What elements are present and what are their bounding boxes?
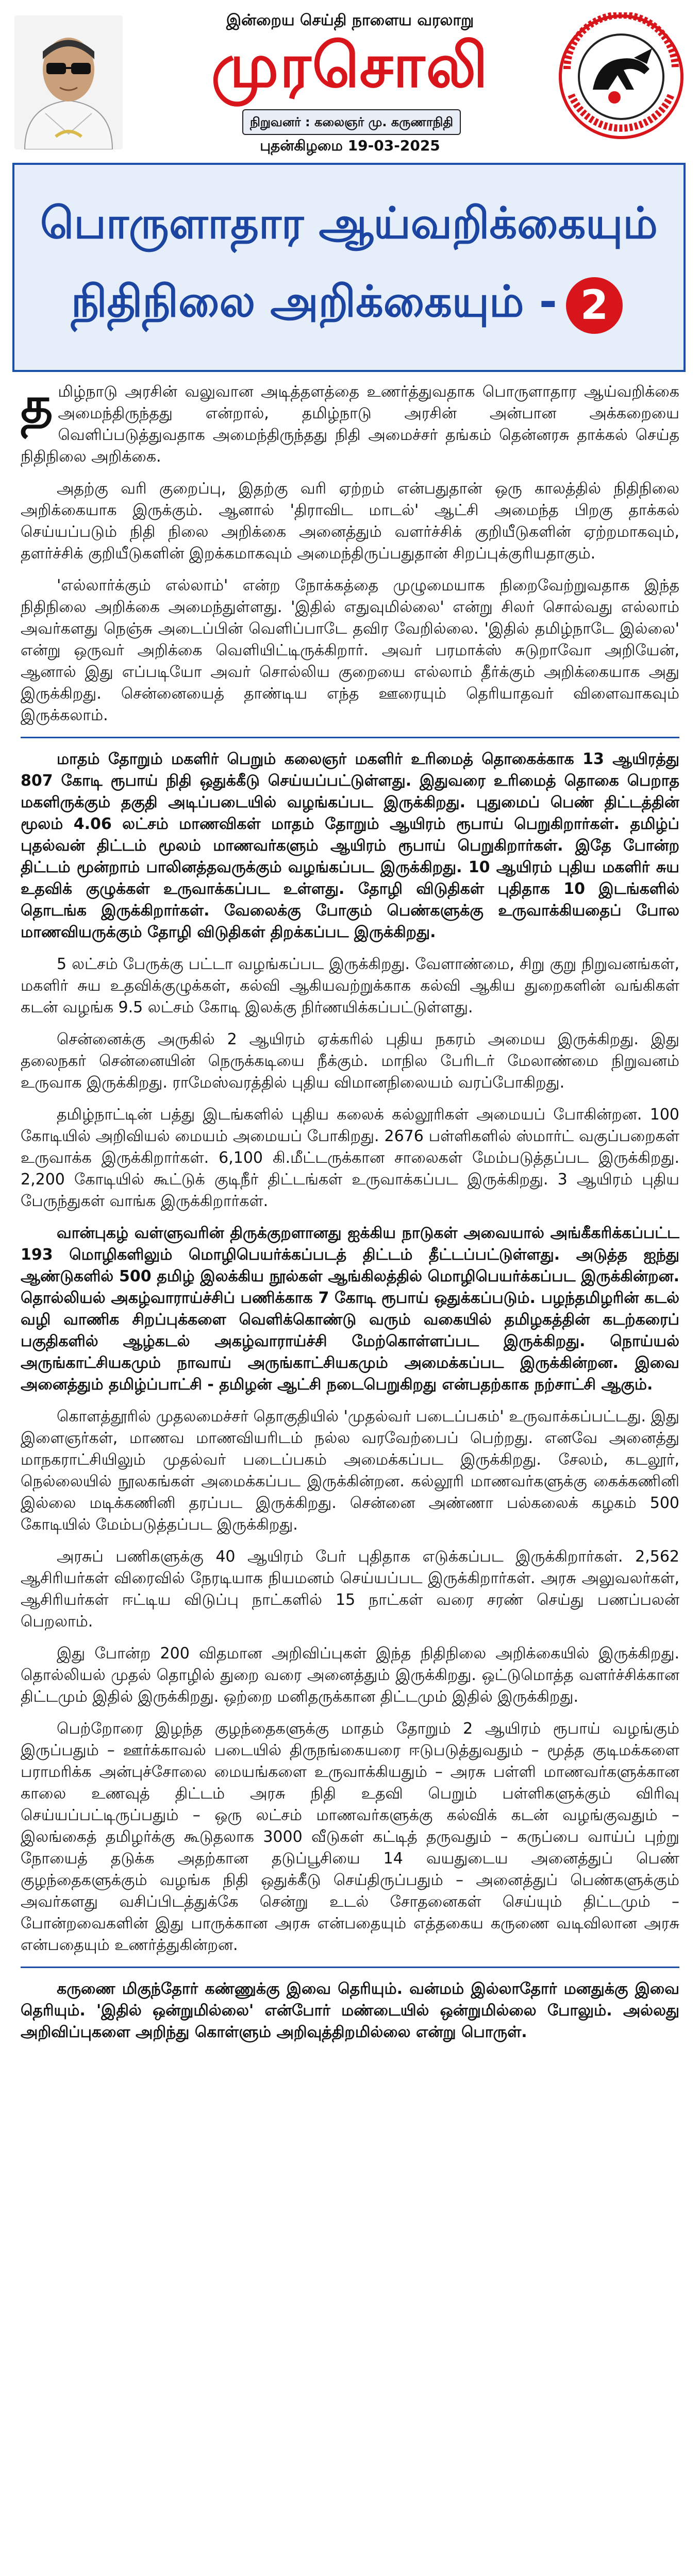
newspaper-title: முரசொலி — [211, 29, 489, 101]
article-paragraph-8: வான்புகழ் வள்ளுவரின் திருக்குறளானது ஐக்கிய நாடுகள் அவையால் அங்கீகரிக்கப்பட்ட 193 மொழிகளிலும் மொழிபெயர்க்கப்படத் திட்டம் தீட்டப்பட்டுள்ளது. அடுத்த ஐந்து ஆண்டுகளில் 500 தமிழ் இலக்கிய நூல்கள் ஆங்கிலத்தில் மொழிபெயர்க்கப்பட இருக்கின்றன. தொல்லியல் அகழ்வாராய்ச்சிப் பணிக்காக 7 கோடி ரூபாய் ஒதுக்கப்படும். பழந்தமிழரின் கடல் வழி வாணிக சிறப்புக்களை வெளிக்கொண்டு வரும் வகையில் தமிழகத்தின் கடற்கரைப் பகுதிகளில் ஆழ்கடல் அகழ்வாராய்ச்சி மேற்கொள்ளப்பட இருக்கிறது. நொய்யல் அருங்காட்சியகமும் நாவாய் அருங்காட்சியகமும் அமைக்கப்பட இருக்கின்றன. இவை அனைத்தும் தமிழ்ப்பாட்சி - தமிழன் ஆட்சி நடைபெறுகிறது என்பதற்காக நற்சாட்சி ஆகும். — [21, 1224, 679, 1394]
headline-box — [12, 163, 686, 372]
article-paragraph-13: கருணை மிகுந்தோர் கண்ணுக்கு இவை தெரியும். வன்மம் இல்லாதோர் மனதுக்கு இவை தெரியும். 'இதில் ஒன்றுமில்லை' என்போர் மண்டையில் ஒன்றுமில்லை போலும். அல்லது அறிவிப்புகளை அறிந்து கொள்ளும் அறிவுத்திறமில்லை என்று பொருள். — [21, 1980, 679, 2041]
article-paragraph-1 — [21, 381, 679, 468]
founder-caption: நிறுவனர் : கலைஞர் மு. கருணாநிதி — [242, 109, 461, 135]
article-body — [21, 381, 679, 2576]
publication-date: புதன்கிழமை 19-03-2025 — [260, 137, 440, 154]
drop-cap: த — [21, 381, 53, 434]
article-paragraph-4: மாதம் தோறும் மகளிர் பெறும் கலைஞர் மகளிர் உரிமைத் தொகைக்காக 13 ஆயிரத்து 807 கோடி ரூபாய் நிதி ஒதுக்கீடு செய்யப்பட்டுள்ளது. இதுவரை உரிமைத் தொகை பெறாத மகளிருக்கும் தகுதி அடிப்படையில் வழங்கப்பட இருக்கிறது. புதுமைப் பெண் திட்டத்தின் மூலம் 4.06 லட்சம் மாணவிகள் மாதம் தோறும் ஆயிரம் ரூபாய் பெறுகிறார்கள். தமிழ்ப் புதல்வன் திட்டம் மூலம் மாணவர்களும் ஆயிரம் ரூபாய் பெறுகிறார்கள். இதே போன்ற திட்டம் மூன்றாம் பாலினத்தவருக்கும் வழங்கப்பட இருக்கிறது. 10 ஆயிரம் புதிய மகளிர் சுய உதவிக் குழுக்கள் உருவாக்கப்பட உள்ளது. தோழி விடுதிகள் புதிதாக 10 இடங்களில் தொடங்க இருக்கிறார்கள். வேலைக்கு போகும் பெண்களுக்கு உருவாக்கியதைப் போல மாணவியருக்கும் தோழி விடுதிகள் திறக்கப்பட இருக்கிறது. — [21, 750, 679, 941]
article-paragraph-7: தமிழ்நாட்டின் பத்து இடங்களில் புதிய கலைக் கல்லூரிகள் அமையப் போகின்றன. 100 கோடியில் அறிவியல் மையம் அமையப் போகிறது. 2676 பள்ளிகளில் ஸ்மார்ட் வகுப்பறைகள் உருவாக்க இருக்கிறார்கள். 6,100 கி.மீட்டருக்கான சாலைகள் மேம்படுத்தப்பட இருக்கிறது. 2,200 கோடியில் கூட்டுக் குடிநீர் திட்டங்கள் உருவாக்கப்பட இருக்கிறது. 3 ஆயிரம் புதிய பேருந்துகள் வாங்க இருக்கிறார்கள். — [21, 1106, 679, 1210]
article-paragraph-10: அரசுப் பணிகளுக்கு 40 ஆயிரம் பேர் புதிதாக எடுக்கப்பட இருக்கிறார்கள். 2,562 ஆசிரியர்கள் விரைவில் நேரடியாக நியமனம் செய்யப்பட இருக்கிறார்கள். அரசு அலுவலர்கள், ஆசிரியர்கள் ஈட்டிய விடுப்பு நாட்களில் 15 நாட்கள் வரை சரண் செய்து பணப்பலன் பெறலாம். — [21, 1548, 679, 1631]
article-paragraph-12: பெற்றோரை இழந்த குழந்தைகளுக்கு மாதம் தோறும் 2 ஆயிரம் ரூபாய் வழங்கும் இருப்பதும் – ஊர்க்காவல் படையில் திருநங்கையரை ஈடுபடுத்துவதும் – மூத்த குடிமக்களை பராமரிக்க அன்புச்சோலை மையங்களை உருவாக்கியதும் – அரசு பள்ளி மாணவர்களுக்கான காலை உணவுத் திட்டம் அரசு நிதி உதவி பெறும் பள்ளிகளுக்கும் விரிவு செய்யப்பட்டிருப்பதும் – ஒரு லட்சம் மாணவர்களுக்கு கல்விக் கடன் வழங்குவதும் – இலங்கைத் தமிழர்க்கு கூடுதலாக 3000 வீடுகள் கட்டித் தருவதும் – கருப்பை வாய்ப் புற்று நோயைத் தடுக்க அதற்கான தடுப்பூசியை 14 வயதுடைய அனைத்துப் பெண் குழந்தைகளுக்கும் வழங்க நிதி ஒதுக்கீடு செய்திருப்பதும் – அனைத்துப் பெண்களுக்கும் அவர்களது வசிப்பிடத்துக்கே சென்று உடல் சோதனைகள் செய்யும் திட்டமும் – போன்றவைகளின் இது பாருக்கான அரசு என்பதையும் எத்தகைய கருணை வடிவிலான அரசு என்பதையும் உணர்த்துகின்றன. — [21, 1720, 679, 1954]
article-paragraph-5: 5 லட்சம் பேருக்கு பட்டா வழங்கப்பட இருக்கிறது. வேளாண்மை, சிறு குறு நிறுவனங்கள், மகளிர் சுய உதவிக்குழுக்கள், கல்வி ஆகியவற்றுக்காக கல்வி ஆகிய துறைகளின் வங்கிகள் கடன் வழங்க 9.5 லட்சம் கோடி இலக்கு நிர்ணயிக்கப்பட்டுள்ளது. — [21, 955, 679, 1016]
article-paragraph-11: இது போன்ற 200 விதமான அறிவிப்புகள் இந்த நிதிநிலை அறிக்கையில் இருக்கிறது. தொல்லியல் முதல் தொழில் துறை வரை அனைத்தும் இருக்கிறது. ஒட்டுமொத்த வளர்ச்சிக்கான திட்டமும் இதில் இருக்கிறது. ஒற்றை மனிதருக்கான திட்டமும் இதில் இருக்கிறது. — [21, 1645, 679, 1706]
article-paragraph-9: கொளத்தூரில் முதலமைச்சர் தொகுதியில் 'முதல்வர் படைப்பகம்' உருவாக்கப்பட்டது. இது இளைஞர்கள், மாணவ மாணவியரிடம் நல்ல வரவேற்பைப் பெற்றது. எனவே அனைத்து மாநகராட்சியிலும் முதல்வர் படைப்பகம் அமைக்கப்பட இருக்கிறது. சேலம், கடலூர், நெல்லையில் நூலகங்கள் அமைக்கப்பட இருக்கின்றன. கல்லூரி மாணவர்களுக்கு கைக்கணினி இல்லை மடிக்கணினி தரப்பட இருக்கிறது. சென்னை அண்ணா பல்கலைக் கழகம் 500 கோடியில் மேம்படுத்தப்பட இருக்கிறது. — [21, 1408, 679, 1534]
section-divider — [21, 1967, 679, 1968]
headline-line-1: பொருளாதார ஆய்வறிக்கையும் — [40, 198, 658, 248]
part-number-badge: 2 — [566, 277, 623, 334]
tagline: இன்றைய செய்தி நாளைய வரலாறு — [226, 11, 474, 29]
headline-line-2: நிதிநிலை அறிக்கையும் - — [71, 276, 557, 327]
section-divider — [21, 737, 679, 738]
article-paragraph-6: சென்னைக்கு அருகில் 2 ஆயிரம் ஏக்கரில் புதிய நகரம் அமைய இருக்கிறது. இது தலைநகர் சென்னையின் நெருக்கடியை நீக்கும். மாநில பேரிடர் மேலாண்மை நிறுவனம் உருவாக இருக்கிறது. ராமேஸ்வரத்தில் புதிய விமானநிலையம் வரப்போகிறது. — [21, 1030, 679, 1092]
article-paragraph-2: அதற்கு வரி குறைப்பு, இதற்கு வரி ஏற்றம் என்பதுதான் ஒரு காலத்தில் நிதிநிலை அறிக்கையாக இருக்கும். ஆனால் 'திராவிட மாடல்' ஆட்சி அமைந்த பிறகு தாக்கல் செய்யப்படும் நிதி நிலை அறிக்கை அனைத்தும் வளர்ச்சிக் குறியீடுகளின் ஏற்றமாகவும், தளர்ச்சிக் குறியீடுகளின் இறக்கமாகவும் அமைந்திருப்பதுதான் சிறப்புக்குரியதாகும். — [21, 480, 679, 563]
masthead — [0, 0, 700, 155]
article-paragraph-3: 'எல்லார்க்கும் எல்லாம்' என்ற நோக்கத்தை முழுமையாக நிறைவேற்றுவதாக இந்த நிதிநிலை அறிக்கை அமைந்துள்ளது. 'இதில் எதுவுமில்லை' என்று சிலர் சொல்வது எல்லாம் அவர்களது நெஞ்சு அடைப்பின் வெளிப்பாடே தவிர வேறில்லை. 'இதில் தமிழ்நாடே இல்லை' என்று ஒருவர் அறிக்கை வெளியிட்டிருக்கிறார். அவர் பரமாக்ஸ் சுடுறாவோ அறியேன், ஆனால் இது எப்படியோ அவர் சொல்லிய குறையை எல்லாம் தீர்க்கும் அறிக்கையாக அது இருக்கிறது. சென்னையைத் தாண்டிய எந்த ஊரையும் தெரியாதவர் விளைவாகவும் இருக்கலாம். — [21, 577, 679, 724]
paragraph-text: மிழ்நாடு அரசின் வலுவான அடித்தளத்தை உணர்த்துவதாக பொருளாதார ஆய்வறிக்கை அமைந்திருந்தது என்றால், தமிழ்நாடு அரசின் அன்பான அக்கறையை வெளிப்படுத்துவதாக அமைந்திருந்தது நிதி அமைச்சர் தங்கம் தென்னரசு தாக்கல் செய்த நிதிநிலை அறிக்கை. — [21, 383, 679, 466]
emblem-logo — [557, 12, 686, 141]
